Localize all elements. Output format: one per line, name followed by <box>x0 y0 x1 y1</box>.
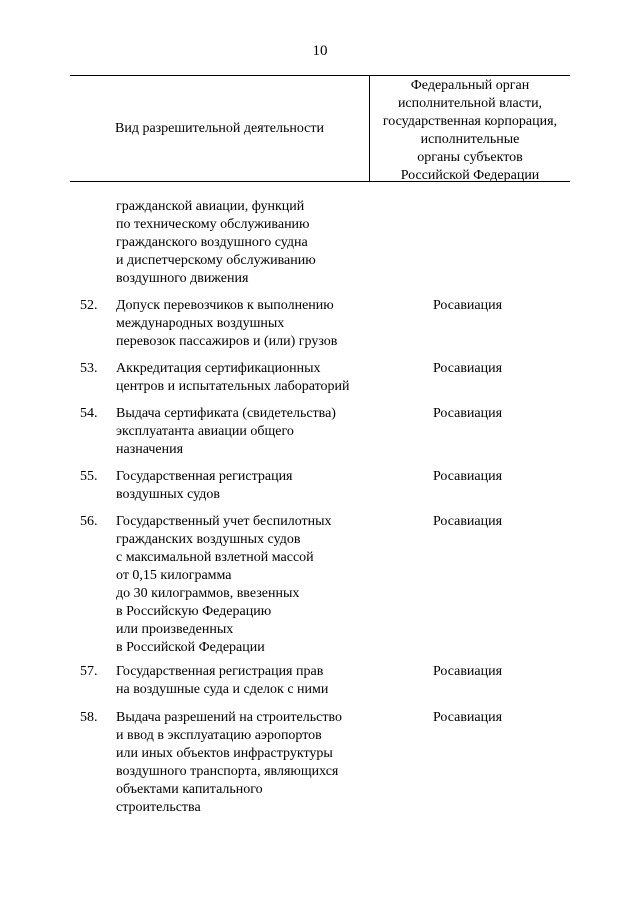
table-header-authority-line: органы субъектов <box>417 150 523 165</box>
text-line: Выдача сертификата (свидетельства) <box>116 406 336 421</box>
row-number: 55. <box>80 469 98 484</box>
text-line: в Российской Федерации <box>116 640 265 655</box>
continued-entry-text <box>116 198 316 288</box>
row-number: 58. <box>80 710 98 725</box>
text-line: на воздушные суда и сделок с ними <box>116 682 329 697</box>
text-line: воздушных судов <box>116 487 220 502</box>
row-authority: Росавиация <box>432 406 503 421</box>
text-line: до 30 килограммов, ввезенных <box>116 586 300 601</box>
text-line: или иных объектов инфраструктуры <box>116 746 333 761</box>
table-header-authority-line: исполнительной власти, <box>397 96 543 111</box>
row-authority: Росавиация <box>432 514 503 529</box>
text-line: и ввод в эксплуатацию аэропортов <box>116 728 322 743</box>
page-number: 10 <box>312 43 328 59</box>
row-authority: Росавиация <box>432 298 503 313</box>
text-line: эксплуатанта авиации общего <box>116 424 294 439</box>
row-description <box>116 405 336 459</box>
text-line: строительства <box>116 800 201 815</box>
text-line: по техническому обслуживанию <box>116 217 310 232</box>
text-line: перевозок пассажиров и (или) грузов <box>116 334 338 349</box>
table-header-authority <box>370 77 570 185</box>
text-line: Государственная регистрация прав <box>116 664 324 679</box>
table-header-authority-line: Российской Федерации <box>400 168 540 183</box>
row-authority: Росавиация <box>432 361 503 376</box>
row-authority: Росавиация <box>432 710 503 725</box>
text-line: Государственный учет беспилотных <box>116 514 332 529</box>
text-line: Допуск перевозчиков к выполнению <box>116 298 334 313</box>
row-number: 52. <box>80 298 98 313</box>
text-line: и диспетчерскому обслуживанию <box>116 253 316 268</box>
text-line: Выдача разрешений на строительство <box>116 710 342 725</box>
text-line: с максимальной взлетной массой <box>116 550 314 565</box>
text-line: воздушного движения <box>116 271 249 286</box>
text-line: назначения <box>116 442 184 457</box>
row-number: 53. <box>80 361 98 376</box>
text-line: Государственная регистрация <box>116 469 293 484</box>
text-line: объектами капитального <box>116 782 263 797</box>
text-line: международных воздушных <box>116 316 285 331</box>
text-line: воздушного транспорта, являющихся <box>116 764 339 779</box>
text-line: гражданского воздушного судна <box>116 235 308 250</box>
table-header-top-rule <box>70 75 570 76</box>
text-line: от 0,15 килограмма <box>116 568 232 583</box>
table-header-authority-line: исполнительные <box>420 132 520 147</box>
row-description <box>116 513 332 657</box>
table-header-authority-line: государственная корпорация, <box>382 114 558 129</box>
row-number: 54. <box>80 406 98 421</box>
text-line: центров и испытательных лабораторий <box>116 379 350 394</box>
text-line: гражданской авиации, функций <box>116 199 305 214</box>
table-header-authority-line: Федеральный орган <box>410 78 530 93</box>
row-description <box>116 297 337 351</box>
row-number: 56. <box>80 514 98 529</box>
text-line: Аккредитация сертификационных <box>116 361 321 376</box>
row-authority: Росавиация <box>432 664 503 679</box>
row-description <box>116 709 342 817</box>
row-description <box>116 360 350 396</box>
table-header-activity-type: Вид разрешительной деятельности <box>114 121 324 136</box>
row-description <box>116 663 328 699</box>
row-number: 57. <box>80 664 98 679</box>
text-line: в Российскую Федерацию <box>116 604 272 619</box>
text-line: или произведенных <box>116 622 234 637</box>
row-authority: Росавиация <box>432 469 503 484</box>
text-line: гражданских воздушных судов <box>116 532 301 547</box>
row-description <box>116 468 293 504</box>
